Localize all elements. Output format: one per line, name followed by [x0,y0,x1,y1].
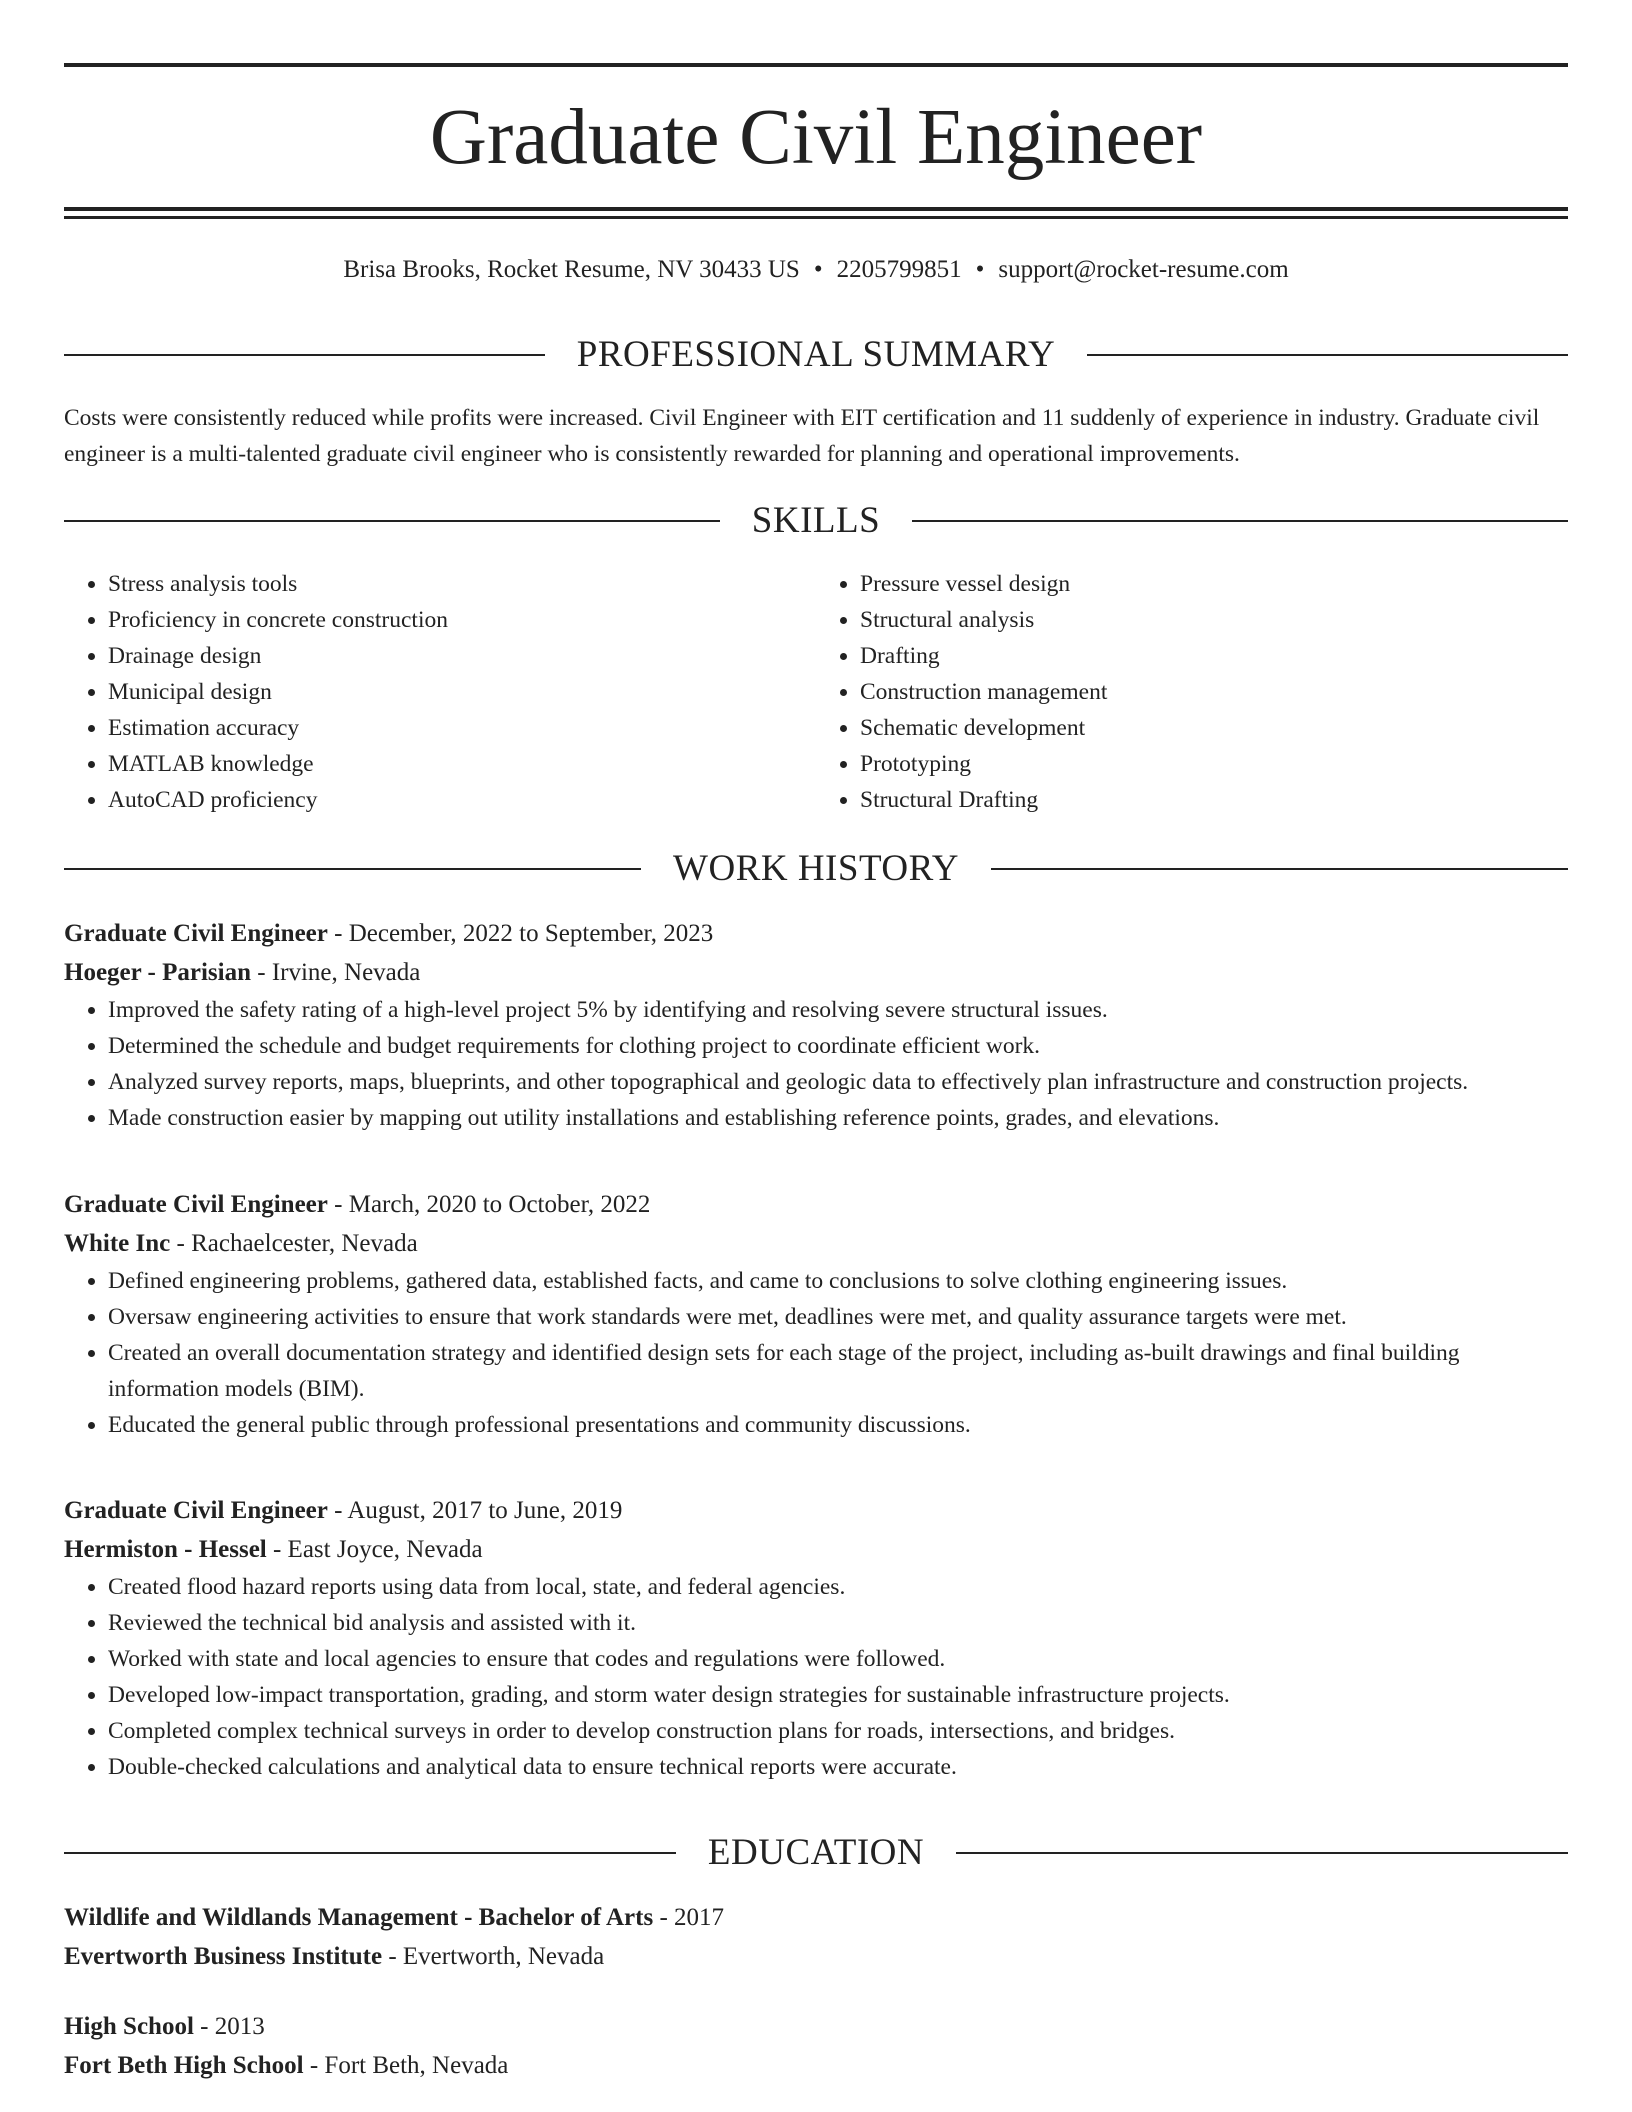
section-rule [912,520,1568,522]
skill-item: • Structural Drafting [860,782,1568,818]
education-year: - 2013 [193,2013,265,2040]
skill-item: • Drafting [860,638,1568,674]
summary-section-header [64,332,1568,378]
education-degree: Wildlife and Wildlands Management - Bachelor of Arts [64,1904,654,1931]
job-title-line [64,1491,1568,1530]
job-company-line [64,953,1568,992]
education-school-line [64,1937,1568,1976]
education-entry [64,1898,1568,1976]
contact-email: support@rocket-resume.com [998,256,1289,283]
skill-item: • Municipal design [108,674,816,710]
job-bullet: • Completed complex technical surveys in order to develop construction plans for roads, intersections, and bridges. [108,1713,1568,1749]
education-entry [64,2007,1568,2085]
summary-heading: PROFESSIONAL SUMMARY [576,334,1056,375]
contact-separator: • [813,256,823,283]
job-location: - Rachaelcester, Nevada [170,1230,418,1257]
education-degree-line [64,1898,1568,1937]
job-bullets [64,1263,1568,1443]
skill-item: • AutoCAD proficiency [108,782,816,818]
job-location: - East Joyce, Nevada [266,1536,483,1563]
job-title-line [64,914,1568,953]
skill-item: • Drainage design [108,638,816,674]
work-heading: WORK HISTORY [673,848,959,889]
skill-item: • Pressure vessel design [860,566,1568,602]
title-rule-lower [64,216,1568,219]
top-rule [64,63,1568,67]
resume-title: Graduate Civil Engineer [429,94,1203,181]
education-school-line [64,2046,1568,2085]
job-company: Hermiston - Hessel [64,1536,267,1563]
skill-item: • Construction management [860,674,1568,710]
skill-item: • Schematic development [860,710,1568,746]
education-heading: EDUCATION [707,1832,925,1873]
contact-line [64,252,1568,288]
section-rule [64,868,641,870]
job-company-line [64,1530,1568,1569]
skill-item: • Structural analysis [860,602,1568,638]
job-title: Graduate Civil Engineer [64,1497,328,1524]
job-location: - Irvine, Nevada [251,959,421,986]
job-bullet: • Defined engineering problems, gathered data, established facts, and came to conclusions to solve clothing engineering issues. [108,1263,1568,1299]
job-title: Graduate Civil Engineer [64,1191,328,1218]
job-bullet: • Created an overall documentation strategy and identified design sets for each stage of the project, including as-built drawings and final building information models (BIM). [108,1335,1568,1407]
job-bullet: • Created flood hazard reports using data from local, state, and federal agencies. [108,1569,1568,1605]
education-location: - Evertworth, Nevada [382,1943,605,1970]
skill-item: • Proficiency in concrete construction [108,602,816,638]
summary-block [64,400,1568,472]
job-bullet: • Developed low-impact transportation, grading, and storm water design strategies for sustainable infrastructure projects. [108,1677,1568,1713]
summary-text: Costs were consistently reduced while profits were increased. Civil Engineer with EIT certification and 11 suddenly of experience in industry. Graduate civil engineer is a multi-talented graduate civil engineer who is consistently rewarded for planning and operational improvements. [64,405,1540,467]
job-bullet: • Worked with state and local agencies to ensure that codes and regulations were followed. [108,1641,1568,1677]
section-rule [991,868,1568,870]
work-section-header [64,846,1568,892]
education-location: - Fort Beth, Nevada [303,2052,509,2079]
education-degree-line [64,2007,1568,2046]
education-section-header [64,1830,1568,1876]
job-bullet: • Oversaw engineering activities to ensure that work standards were met, deadlines were met, and quality assurance targets were met. [108,1299,1568,1335]
job-bullet: • Determined the schedule and budget requirements for clothing project to coordinate efficient work. [108,1028,1568,1064]
job-bullet: • Double-checked calculations and analytical data to ensure technical reports were accurate. [108,1749,1568,1785]
job-dates: - December, 2022 to September, 2023 [327,920,714,947]
job-company: Hoeger - Parisian [64,959,251,986]
job-bullets [64,992,1568,1136]
section-rule [64,1852,676,1854]
section-rule [64,520,720,522]
skills-column-right [816,566,1568,818]
skill-item: • MATLAB knowledge [108,746,816,782]
section-rule [64,354,545,356]
job-entry [64,1185,1568,1443]
contact-separator: • [975,256,985,283]
job-entry [64,914,1568,1136]
job-bullets [64,1569,1568,1785]
contact-phone: 2205799851 [836,256,962,283]
job-dates: - March, 2020 to October, 2022 [327,1191,651,1218]
skills-column-left [64,566,816,818]
skills-heading: SKILLS [751,500,881,541]
job-bullet: • Analyzed survey reports, maps, blueprints, and other topographical and geologic data to effectively plan infrastructure and construction projects. [108,1064,1568,1100]
job-entry [64,1491,1568,1785]
skill-item: • Estimation accuracy [108,710,816,746]
job-bullet: • Made construction easier by mapping out utility installations and establishing reference points, grades, and elevations. [108,1100,1568,1136]
job-bullet: • Educated the general public through professional presentations and community discussions. [108,1407,1568,1443]
education-school: Evertworth Business Institute [64,1943,383,1970]
job-company-line [64,1224,1568,1263]
section-rule [1087,354,1568,356]
contact-address: Brisa Brooks, Rocket Resume, NV 30433 US [343,256,800,283]
job-bullet: • Improved the safety rating of a high-level project 5% by identifying and resolving severe structural issues. [108,992,1568,1028]
education-year: - 2017 [653,1904,725,1931]
skill-item: • Prototyping [860,746,1568,782]
job-title-line [64,1185,1568,1224]
education-school: Fort Beth High School [64,2052,304,2079]
skill-item: • Stress analysis tools [108,566,816,602]
section-rule [956,1852,1568,1854]
skills-list [64,566,1568,818]
title-rule-upper [64,207,1568,211]
job-company: White Inc [64,1230,171,1257]
job-title: Graduate Civil Engineer [64,920,328,947]
education-degree: High School [64,2013,194,2040]
job-dates: - August, 2017 to June, 2019 [327,1497,623,1524]
job-bullet: • Reviewed the technical bid analysis and assisted with it. [108,1605,1568,1641]
skills-section-header [64,498,1568,544]
